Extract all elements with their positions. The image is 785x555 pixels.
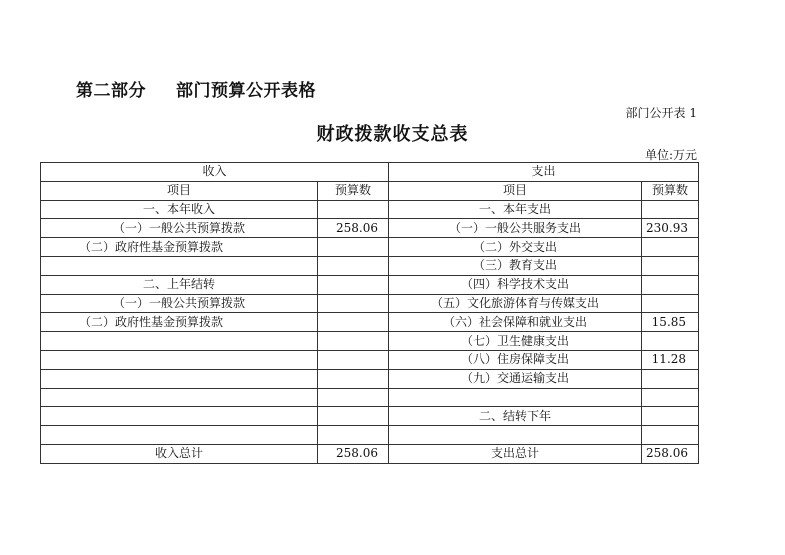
table-row <box>41 350 699 369</box>
income-item: （一）一般公共预算拨款 <box>41 219 318 238</box>
income-value <box>318 256 389 275</box>
income-item <box>41 369 318 388</box>
income-item <box>41 256 318 275</box>
budget-table <box>40 162 699 464</box>
group-header-row <box>41 163 699 182</box>
expense-header: 支出 <box>389 163 699 182</box>
expense-value: 230.93 <box>642 219 699 238</box>
table-row <box>41 294 699 313</box>
expense-value <box>642 426 699 445</box>
column-header-row <box>41 181 699 200</box>
expense-item-header: 项目 <box>389 181 642 200</box>
table-number: 部门公开表 1 <box>625 106 697 120</box>
expense-item <box>389 426 642 445</box>
income-item-header: 项目 <box>41 181 318 200</box>
expense-value <box>642 275 699 294</box>
expense-item: 二、结转下年 <box>389 407 642 426</box>
table-row <box>41 238 699 257</box>
income-item: （一）一般公共预算拨款 <box>41 294 318 313</box>
expense-value <box>642 369 699 388</box>
income-value: 258.06 <box>318 219 389 238</box>
section-heading <box>76 76 316 101</box>
income-value <box>318 426 389 445</box>
expense-value <box>642 388 699 407</box>
table-row <box>41 200 699 219</box>
expense-total-value: 258.06 <box>642 444 699 463</box>
table-row <box>41 369 699 388</box>
table-row <box>41 219 699 238</box>
income-value <box>318 275 389 294</box>
income-item: 一、本年收入 <box>41 200 318 219</box>
table-row <box>41 407 699 426</box>
income-value <box>318 407 389 426</box>
expense-value <box>642 200 699 219</box>
income-value <box>318 200 389 219</box>
expense-budget-header: 预算数 <box>642 181 699 200</box>
expense-item: （三）教育支出 <box>389 256 642 275</box>
section-part-title: 部门预算公开表格 <box>176 81 316 101</box>
income-item <box>41 350 318 369</box>
expense-item: 一、本年支出 <box>389 200 642 219</box>
income-value <box>318 313 389 332</box>
expense-value <box>642 332 699 351</box>
table-row <box>41 426 699 445</box>
expense-item: （六）社会保障和就业支出 <box>389 313 642 332</box>
expense-value <box>642 256 699 275</box>
table-row <box>41 332 699 351</box>
expense-item: （二）外交支出 <box>389 238 642 257</box>
income-value <box>318 369 389 388</box>
expense-item: （八）住房保障支出 <box>389 350 642 369</box>
expense-item: （七）卫生健康支出 <box>389 332 642 351</box>
expense-value: 15.85 <box>642 313 699 332</box>
income-budget-header: 预算数 <box>318 181 389 200</box>
income-item: （二）政府性基金预算拨款 <box>41 313 318 332</box>
income-item <box>41 388 318 407</box>
income-value <box>318 332 389 351</box>
table-row <box>41 256 699 275</box>
table-row <box>41 275 699 294</box>
expense-item: （五）文化旅游体育与传媒支出 <box>389 294 642 313</box>
expense-value <box>642 294 699 313</box>
page-title: 财政拨款收支总表 <box>316 124 469 145</box>
income-item: （二）政府性基金预算拨款 <box>41 238 318 257</box>
table-row <box>41 388 699 407</box>
expense-item: （九）交通运输支出 <box>389 369 642 388</box>
expense-value: 11.28 <box>642 350 699 369</box>
expense-item: （四）科学技术支出 <box>389 275 642 294</box>
expense-total-label: 支出总计 <box>389 444 642 463</box>
section-part: 第二部分 <box>76 81 146 101</box>
table-row <box>41 313 699 332</box>
expense-value <box>642 407 699 426</box>
income-total-label: 收入总计 <box>41 444 318 463</box>
income-item <box>41 407 318 426</box>
income-item <box>41 426 318 445</box>
income-header: 收入 <box>41 163 389 182</box>
expense-item: （一）一般公共服务支出 <box>389 219 642 238</box>
unit-label: 单位:万元 <box>644 148 697 162</box>
total-row <box>41 444 699 463</box>
income-item: 二、上年结转 <box>41 275 318 294</box>
expense-value <box>642 238 699 257</box>
income-value <box>318 294 389 313</box>
income-value <box>318 238 389 257</box>
income-value <box>318 350 389 369</box>
expense-item <box>389 388 642 407</box>
income-value <box>318 388 389 407</box>
income-item <box>41 332 318 351</box>
income-total-value: 258.06 <box>318 444 389 463</box>
